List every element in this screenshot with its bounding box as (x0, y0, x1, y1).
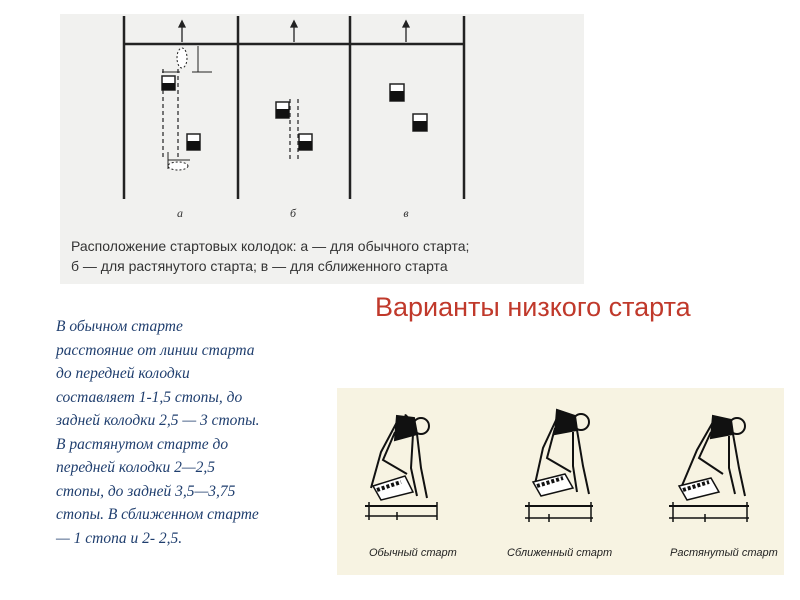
runner-figure (365, 415, 437, 520)
text-line: составляет 1-1,5 стопы, до (56, 388, 243, 406)
starting-blocks-diagram (60, 14, 584, 284)
text-line: расстояние от линии старта (56, 341, 255, 359)
variant-label-extended: Растянутый старт (670, 547, 778, 559)
text-line: передней колодки 2—2,5 (56, 459, 216, 476)
variant-label-close: Сближенный старт (507, 547, 613, 559)
foot-icon (168, 162, 188, 170)
lane-letter-b: б (289, 206, 297, 220)
text-line: до передней колодки (56, 365, 190, 382)
caption-line: б — для растянутого старта; в — для сближенного старта (71, 258, 448, 274)
text-line: — 1 стопа и 2- 2,5. (56, 529, 183, 547)
text-line: стопы. В сближенном старте (56, 506, 259, 523)
direction-arrow (179, 21, 409, 42)
text-line: задней колодки 2,5 — 3 стопы. (56, 412, 260, 429)
variant-label-normal: Обычный старт (369, 547, 457, 559)
variants-title-area (337, 292, 784, 388)
diagram-caption (71, 236, 581, 276)
lane-a-blocks (162, 46, 212, 170)
caption-line: Расположение стартовых колодок: а — для обычного старта; (71, 238, 470, 254)
runner-figure (525, 410, 593, 522)
text-line: стопы, до задней 3,5—3,75 (56, 482, 236, 500)
text-line: В обычном старте (56, 318, 183, 335)
runner-figure (669, 416, 749, 522)
lane-b-blocks (276, 99, 312, 162)
lane-letter-c: в (403, 206, 409, 220)
variants-title: Варианты низкого старта (375, 292, 691, 322)
lane-letter-a: а (177, 206, 183, 220)
lane-c-blocks (390, 84, 427, 131)
foot-icon (177, 48, 187, 68)
description-text (56, 315, 336, 550)
text-line: В растянутом старте до (56, 435, 229, 453)
start-variants-panel (337, 292, 784, 575)
